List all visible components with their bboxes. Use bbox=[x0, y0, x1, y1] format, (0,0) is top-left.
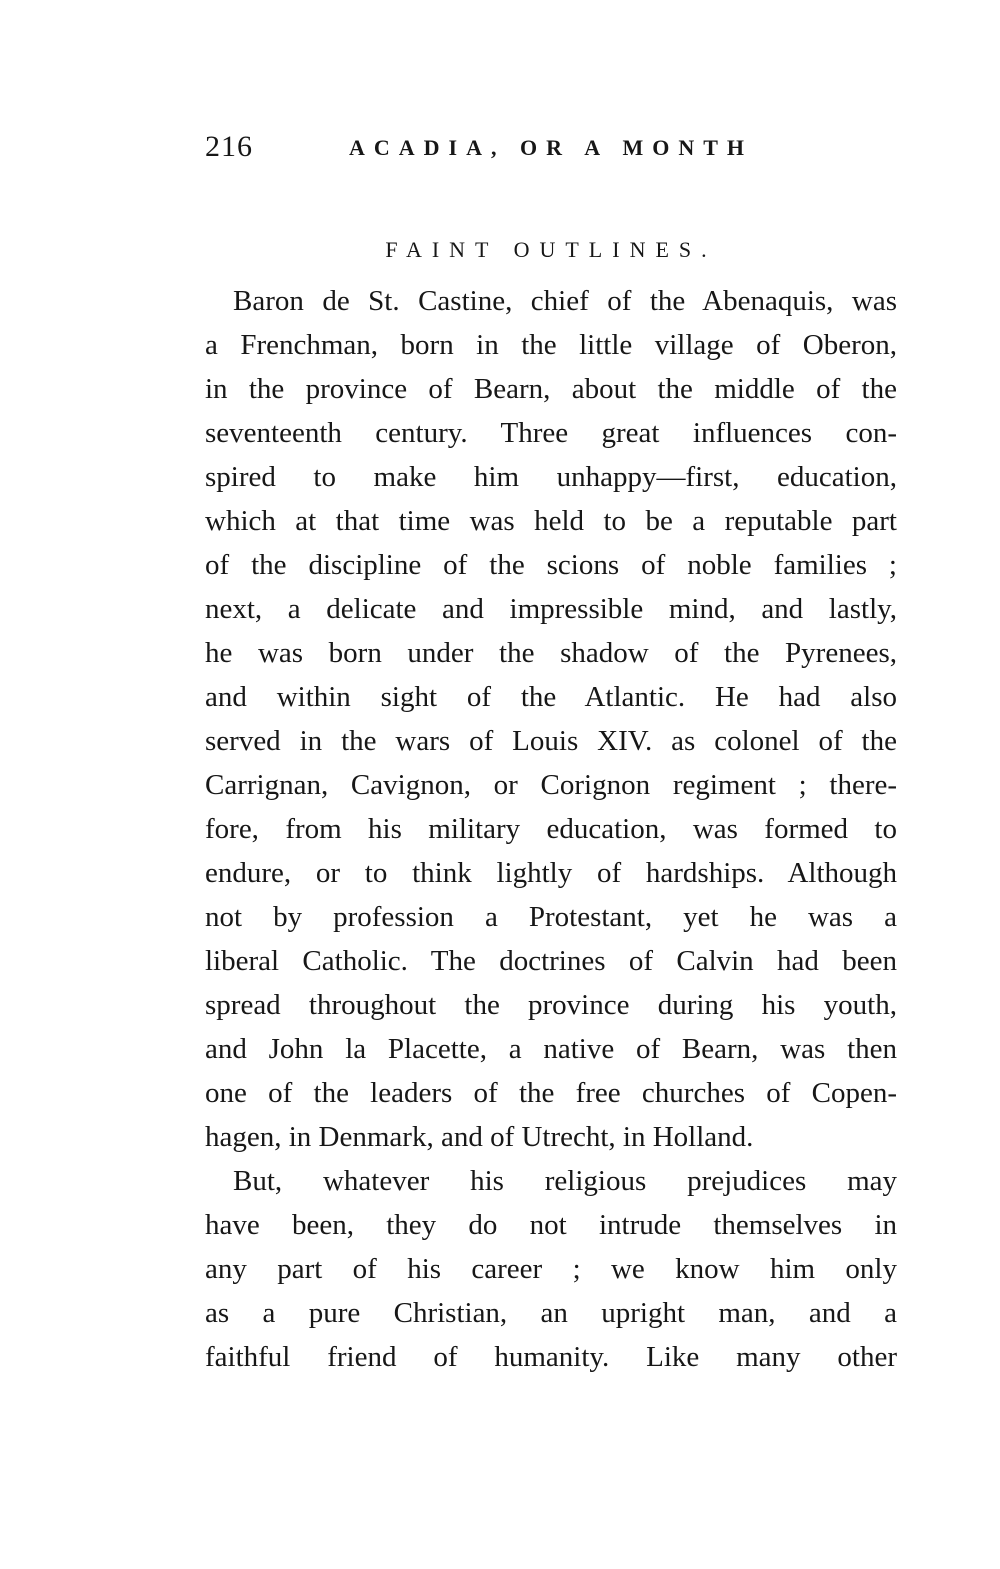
text-line: not by profession a Protestant, yet he was a bbox=[205, 901, 897, 933]
page-number: 216 bbox=[205, 130, 253, 163]
text-line: which at that time was held to be a reputable part bbox=[205, 505, 897, 537]
text-line: spired to make him unhappy—first, education, bbox=[205, 461, 897, 493]
text-line: have been, they do not intrude themselves in bbox=[205, 1209, 897, 1241]
text-line: liberal Catholic. The doctrines of Calvin had been bbox=[205, 945, 897, 977]
text-line: he was born under the shadow of the Pyrenees, bbox=[205, 637, 897, 669]
text-line: fore, from his military education, was formed to bbox=[205, 813, 897, 845]
text-line: served in the wars of Louis XIV. as colonel of the bbox=[205, 725, 897, 757]
text-line: seventeenth century. Three great influences con- bbox=[205, 417, 897, 449]
text-line: any part of his career ; we know him only bbox=[205, 1253, 897, 1285]
text-line: and John la Placette, a native of Bearn, was then bbox=[205, 1033, 897, 1065]
text-line: But, whatever his religious prejudices may bbox=[233, 1165, 897, 1197]
text-line: one of the leaders of the free churches of Copen- bbox=[205, 1077, 897, 1109]
text-line: hagen, in Denmark, and of Utrecht, in Holland. bbox=[205, 1121, 754, 1153]
section-heading: FAINT OUTLINES. bbox=[385, 237, 717, 262]
page-header bbox=[205, 130, 897, 166]
body-text bbox=[205, 279, 897, 1379]
text-line: Carrignan, Cavignon, or Corignon regiment ; there- bbox=[205, 769, 897, 801]
text-line: and within sight of the Atlantic. He had also bbox=[205, 681, 897, 713]
text-line: as a pure Christian, an upright man, and a bbox=[205, 1297, 897, 1329]
text-line: Baron de St. Castine, chief of the Abenaquis, was bbox=[233, 285, 897, 317]
text-line: in the province of Bearn, about the middle of the bbox=[205, 373, 897, 405]
text-line: next, a delicate and impressible mind, and lastly, bbox=[205, 593, 897, 625]
text-line: faithful friend of humanity. Like many other bbox=[205, 1341, 897, 1373]
text-line: of the discipline of the scions of noble families ; bbox=[205, 549, 897, 581]
text-line: spread throughout the province during his youth, bbox=[205, 989, 897, 1021]
text-line: endure, or to think lightly of hardships. Although bbox=[205, 857, 897, 889]
text-line: a Frenchman, born in the little village of Oberon, bbox=[205, 329, 897, 361]
running-header-title: ACADIA, OR A MONTH bbox=[348, 135, 753, 160]
